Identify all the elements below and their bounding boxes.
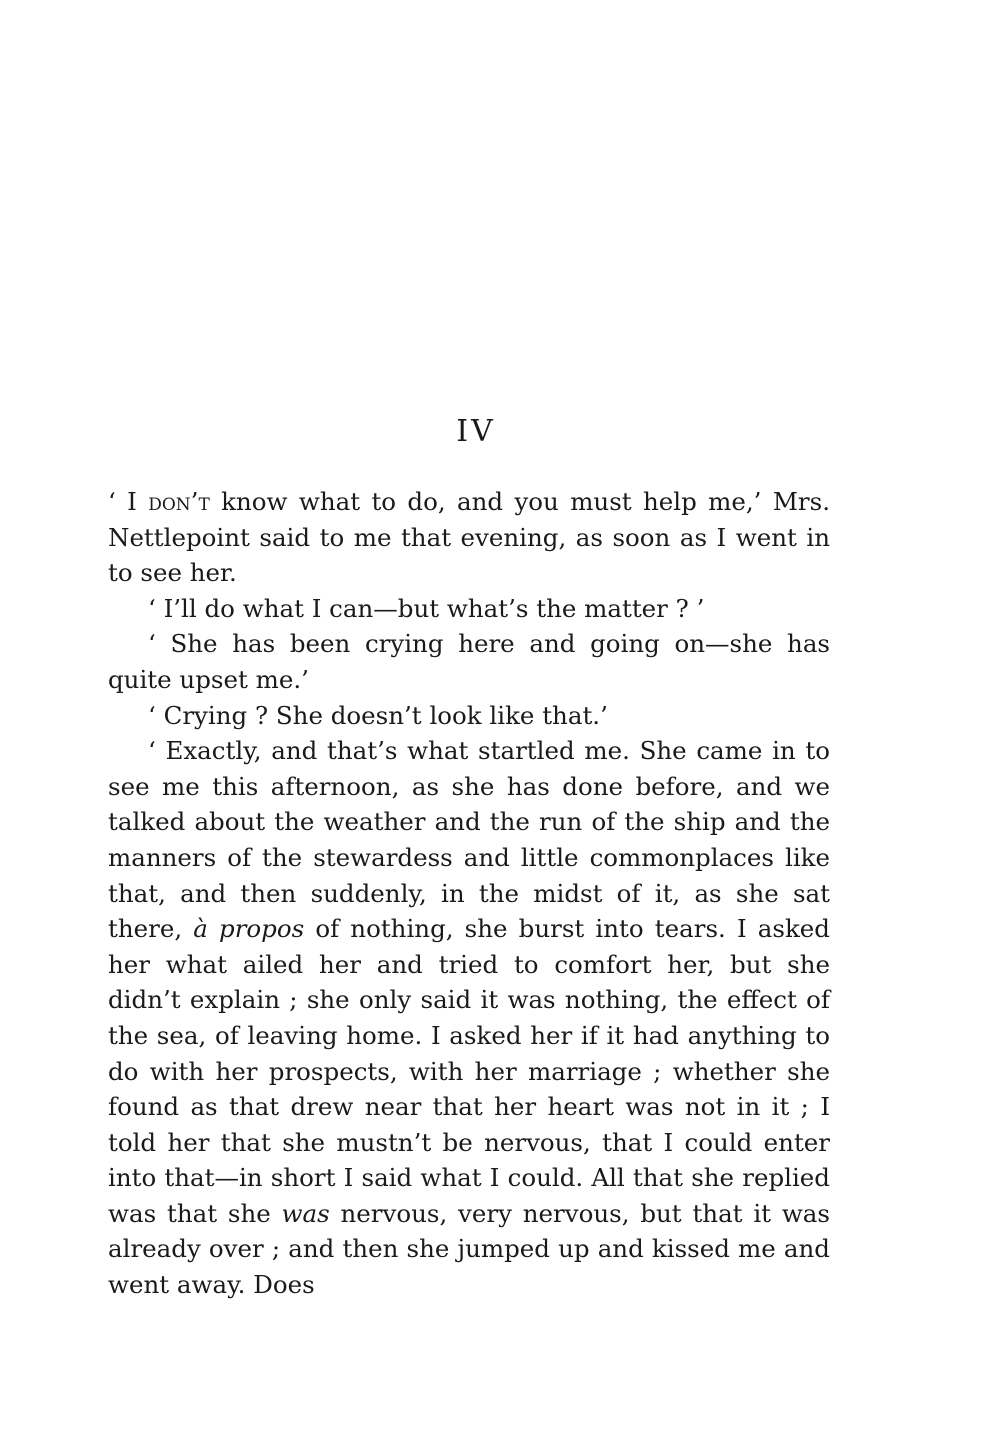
text-run: ‘ Exactly, and that’s what startled me. She came in to see me this afternoon, as she has done before, and we talked about the weather and the run of the ship and the manners of the stewardess and little commonplaces like that, and then suddenly, in the midst of it, as she sat there,	[108, 736, 830, 944]
text-run: know what to do, and you must help me,’ Mrs. Nettlepoint said to me that evening, as soon as I went in to see her.	[108, 487, 830, 588]
body-text	[108, 484, 830, 1303]
text-run: ‘ I	[108, 487, 149, 516]
italic-run: à propos	[193, 914, 305, 944]
paragraph	[108, 591, 830, 627]
paragraph	[108, 698, 830, 734]
text-run: ‘ She has been crying here and going on—she has quite upset me.’	[108, 629, 830, 694]
text-run: ‘ I’ll do what I can—but what’s the matter ? ’	[148, 593, 705, 623]
small-caps-run: don’t	[148, 487, 210, 516]
italic-run: was	[281, 1198, 330, 1228]
text-run: nervous, very nervous, but that it was already over ; and then she jumped up and kissed me and went away. Does	[108, 1198, 830, 1300]
paragraph	[108, 626, 830, 697]
text-run: ‘ Crying ? She doesn’t look like that.’	[148, 700, 608, 730]
text-run: of nothing, she burst into tears. I asked her what ailed her and tried to comfort her, but she didn’t explain ; she only said it was nothing, the effect of the sea, of leaving home. I asked her if it had anything to do with her prospects, with her marriage ; whether she found as that drew near that her heart was not in it ; I told her that she mustn’t be nervous, that I could enter into that—in short I said what I could. All that she replied was that she	[108, 914, 830, 1228]
paragraph	[108, 733, 830, 1303]
paragraph	[108, 484, 830, 591]
chapter-heading: IV	[456, 414, 496, 449]
